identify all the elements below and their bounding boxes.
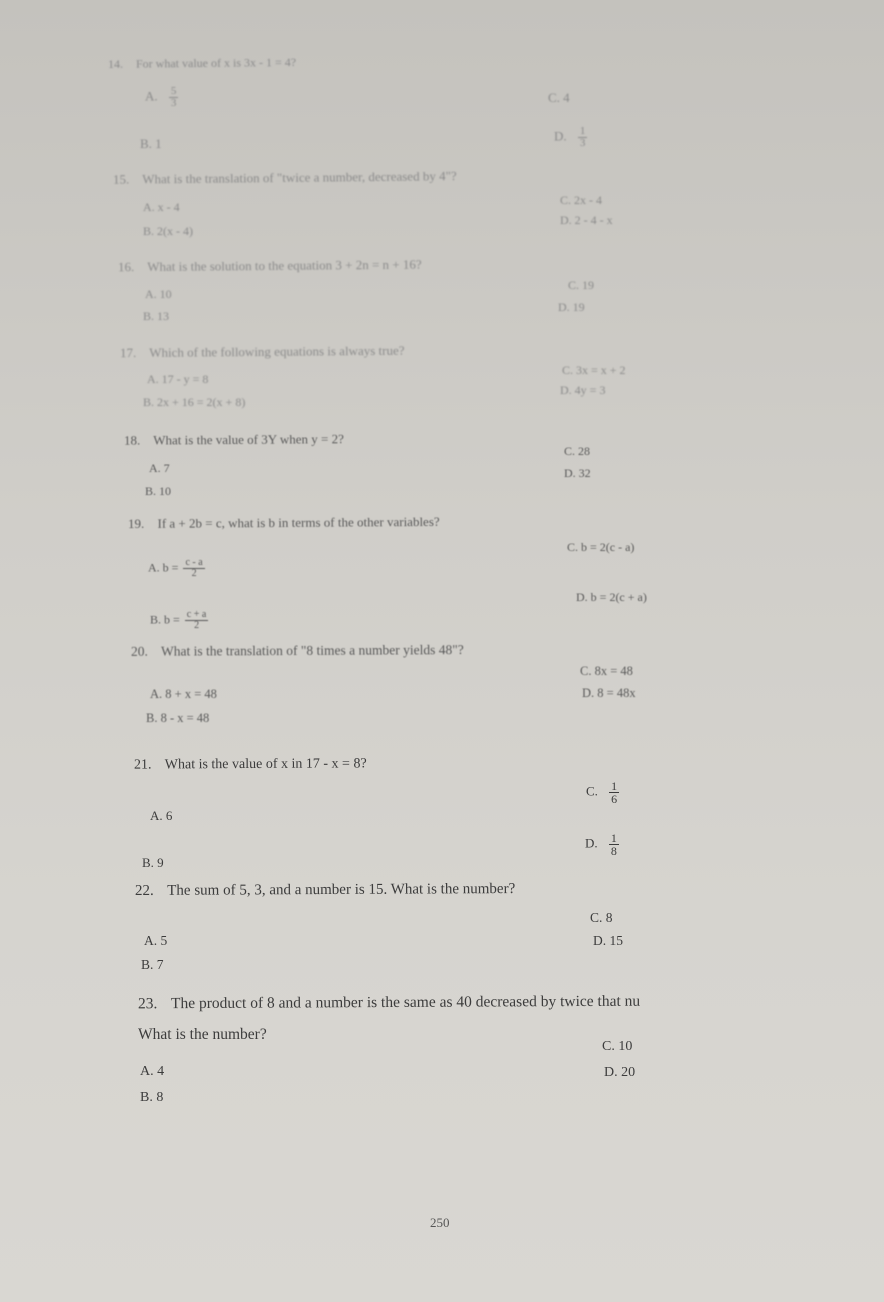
option-d: D. 4y = 3 <box>560 383 606 397</box>
question-number: 14. <box>107 56 124 71</box>
question-20 <box>131 642 464 660</box>
option-d: D. $\frac{1}{8}$ <box>585 831 617 858</box>
question-18 <box>124 431 344 449</box>
option-d: D. 2 - 4 - x <box>560 213 613 227</box>
option-c: C. 10 <box>602 1039 633 1054</box>
question-22 <box>135 881 515 900</box>
question-number: 15. <box>112 171 130 187</box>
option-d: D. b = 2(c + a) <box>576 590 647 604</box>
option-c: C. 4 <box>548 90 570 105</box>
question-19 <box>128 514 440 532</box>
option-d: D. 15 <box>593 933 623 948</box>
question-23 <box>138 993 640 1014</box>
option-b: B. 10 <box>145 484 172 498</box>
option-a: A. 10 <box>145 287 172 301</box>
option-c: C. b = 2(c - a) <box>567 540 635 554</box>
option-b: B. 2x + 16 = 2(x + 8) <box>143 395 246 409</box>
question-text: What is the solution to the equation 3 + 2n = n + 16? <box>147 256 422 275</box>
option-a: A. 17 - y = 8 <box>147 372 209 386</box>
option-b: B. b = $\frac{c + a}{2}$ <box>150 609 207 631</box>
option-a: A. 6 <box>150 808 173 823</box>
question-16 <box>118 257 422 276</box>
option-c: C. 2x - 4 <box>560 193 603 207</box>
option-a: A. b = $\frac{c - a}{2}$ <box>148 557 203 579</box>
question-17 <box>120 343 405 361</box>
option-a: A. 4 <box>140 1064 165 1079</box>
question-number: 17. <box>119 345 137 361</box>
option-b: B. 8 - x = 48 <box>146 711 210 725</box>
question-23-continued <box>138 1026 267 1044</box>
option-c: C. 28 <box>564 444 591 458</box>
question-text: What is the value of 3Y when y = 2? <box>153 431 344 448</box>
question-text: What is the number? <box>138 1026 267 1043</box>
option-a: A. 8 + x = 48 <box>150 687 217 701</box>
question-number: 18. <box>123 432 141 448</box>
question-number: 20. <box>130 643 148 659</box>
option-a: A. x - 4 <box>143 200 180 214</box>
option-b: B. 2(x - 4) <box>143 224 194 238</box>
option-c: C. 19 <box>568 278 595 292</box>
question-text: Which of the following equations is always true? <box>149 342 405 360</box>
question-21 <box>134 756 367 773</box>
question-15 <box>113 168 457 188</box>
question-text: For what value of x is 3x - 1 = 4? <box>135 55 297 71</box>
option-c: C. $\frac{1}{6}$ <box>586 779 618 806</box>
question-number: 22. <box>134 882 154 899</box>
option-d: D. 8 = 48x <box>582 686 636 700</box>
option-b: B. 8 <box>140 1090 164 1105</box>
option-a: A. 5 <box>144 933 168 948</box>
option-c: C. 8x = 48 <box>580 664 633 678</box>
question-text: The sum of 5, 3, and a number is 15. What is the number? <box>167 881 516 899</box>
option-b: B. 13 <box>143 309 170 323</box>
option-d: D. 19 <box>558 300 585 314</box>
option-a: A. $\frac{5}{3}$ <box>145 85 177 109</box>
question-text: What is the translation of "twice a number, decreased by 4"? <box>142 168 457 187</box>
question-text: The product of 8 and a number is the same as 40 decreased by twice that nu <box>170 992 641 1013</box>
option-c: C. 3x = x + 2 <box>562 363 626 377</box>
question-number: 21. <box>133 757 152 773</box>
option-c: C. 8 <box>590 910 613 925</box>
option-d: D. 20 <box>604 1065 636 1080</box>
question-number: 16. <box>117 259 135 275</box>
question-number: 23. <box>137 995 158 1013</box>
question-text: What is the value of x in 17 - x = 8? <box>164 756 367 773</box>
question-text: What is the translation of "8 times a number yields 48"? <box>160 642 464 659</box>
page-number: 250 <box>430 1215 450 1230</box>
option-d: D. $\frac{1}{3}$ <box>554 125 586 149</box>
option-b: B. 7 <box>141 957 164 972</box>
question-number: 19. <box>127 515 145 532</box>
option-b: B. 1 <box>140 136 162 151</box>
question-14 <box>108 55 296 72</box>
option-a: A. 7 <box>149 461 170 475</box>
option-b: B. 9 <box>142 855 164 870</box>
option-d: D. 32 <box>564 466 591 480</box>
question-text: If a + 2b = c, what is b in terms of the other variables? <box>157 513 440 531</box>
